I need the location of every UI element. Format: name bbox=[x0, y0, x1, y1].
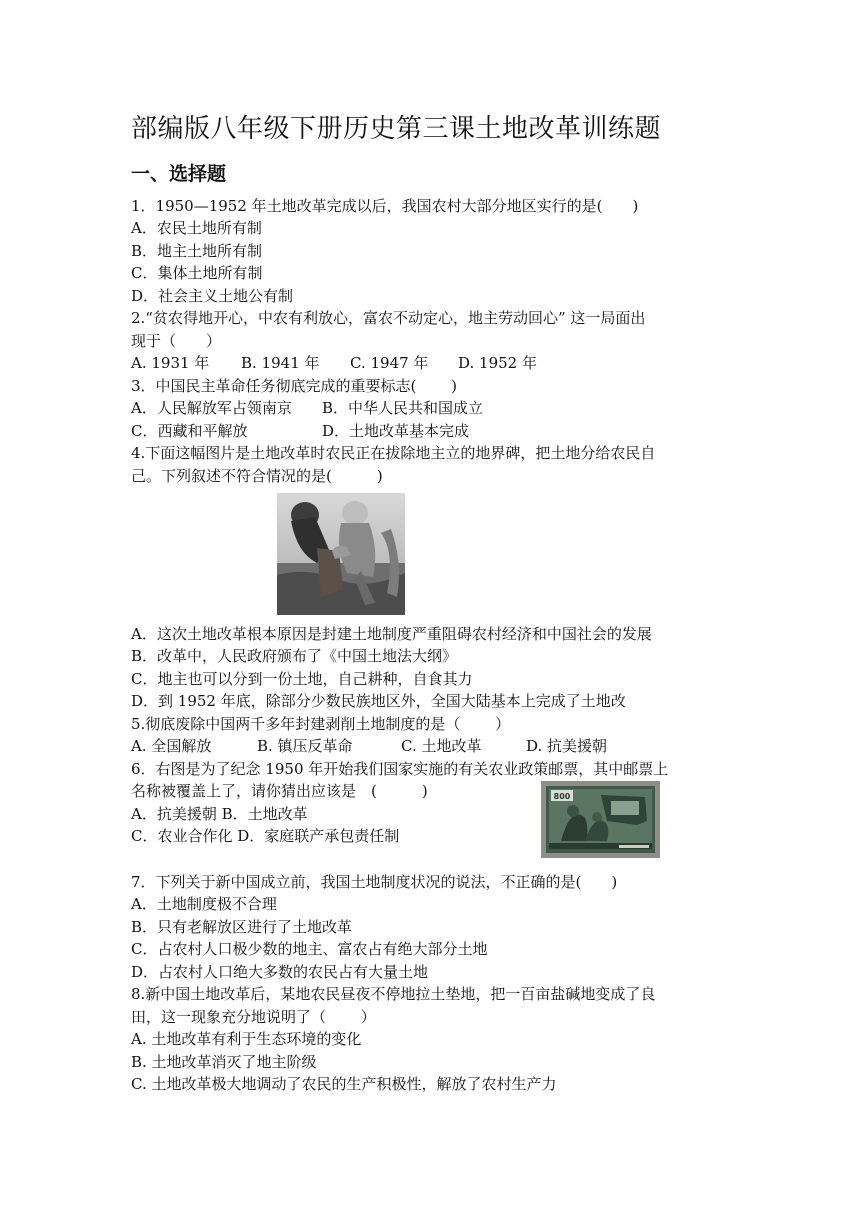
question-5-option-d: D. 抗美援朝 bbox=[526, 737, 608, 755]
question-5-option-c: C. 土地改革 bbox=[401, 737, 482, 755]
question-6-options-ab: A．抗美援朝 B．土地改革 bbox=[131, 805, 308, 823]
question-7-option-b: B．只有老解放区进行了土地改革 bbox=[131, 918, 353, 936]
question-1-option-c: C．集体土地所有制 bbox=[131, 264, 263, 282]
question-8-option-b: B. 土地改革消灭了地主阶级 bbox=[131, 1053, 317, 1071]
question-3-option-c: C．西藏和平解放 bbox=[131, 422, 248, 440]
question-2-option-a: A. 1931 年 bbox=[131, 354, 210, 372]
question-4-option-c: C．地主也可以分到一份土地，自己耕种，自食其力 bbox=[131, 670, 473, 688]
question-5-options bbox=[131, 735, 608, 757]
question-2-options bbox=[131, 352, 537, 374]
question-6-stem-line-1: 6．右图是为了纪念 1950 年开始我们国家实施的有关农业政策邮票，其中邮票上 bbox=[131, 760, 669, 778]
question-4-option-a: A．这次土地改革根本原因是封建土地制度严重阻碍农村经济和中国社会的发展 bbox=[131, 625, 652, 643]
commemorative-stamp-image bbox=[541, 781, 660, 858]
question-6-stem-line-2: 名称被覆盖上了，请你猜出应该是 ( ) bbox=[131, 782, 428, 800]
question-3-option-b: B．中华人民共和国成立 bbox=[322, 399, 484, 417]
question-1-stem: 1．1950—1952 年土地改革完成以后，我国农村大部分地区实行的是( ) bbox=[131, 197, 639, 215]
stamp-value-label: 800 bbox=[553, 792, 571, 801]
question-7-option-c: C．占农村人口极少数的地主、富农占有绝大部分土地 bbox=[131, 940, 488, 958]
question-2-option-b: B. 1941 年 bbox=[241, 354, 320, 372]
question-4-stem-line-2: 己。下列叙述不符合情况的是( ) bbox=[131, 467, 383, 485]
question-3-option-d: D．土地改革基本完成 bbox=[322, 422, 470, 440]
question-2-stem-line-1: 2.“贫农得地开心，中农有利放心，富农不动定心，地主劳动回心” 这一局面出 bbox=[131, 309, 646, 327]
question-4-stem-line-1: 4.下面这幅图片是土地改革时农民正在拔除地主立的地界碑，把土地分给农民自 bbox=[131, 444, 656, 462]
question-8-stem-line-1: 8.新中国土地改革后，某地农民昼夜不停地拉土垫地，把一百亩盐碱地变成了良 bbox=[131, 985, 656, 1003]
question-6-options-cd: C．农业合作化 D．家庭联产承包责任制 bbox=[131, 827, 400, 845]
page-title: 部编版八年级下册历史第三课土地改革训练题 bbox=[131, 114, 662, 144]
question-8-option-a: A. 土地改革有利于生态环境的变化 bbox=[131, 1030, 362, 1048]
question-7-option-d: D．占农村人口绝大多数的农民占有大量土地 bbox=[131, 963, 429, 981]
section-heading: 一、选择题 bbox=[131, 163, 227, 185]
question-4-option-d: D．到 1952 年底，除部分少数民族地区外，全国大陆基本上完成了土地改 bbox=[131, 692, 626, 710]
question-2-option-d: D. 1952 年 bbox=[458, 354, 537, 372]
question-3-option-a: A．人民解放军占领南京 bbox=[131, 399, 292, 417]
question-7-stem: 7．下列关于新中国成立前，我国土地制度状况的说法，不正确的是( ) bbox=[131, 873, 618, 891]
question-8-stem-line-2: 田，这一现象充分地说明了（ ） bbox=[131, 1008, 376, 1026]
question-4-option-b: B．改革中，人民政府颁布了《中国土地法大纲》 bbox=[131, 647, 458, 665]
question-1-option-b: B．地主土地所有制 bbox=[131, 242, 263, 260]
question-5-option-a: A. 全国解放 bbox=[131, 737, 212, 755]
question-2-stem-line-2: 现于（ ） bbox=[131, 332, 222, 350]
question-1-option-d: D．社会主义土地公有制 bbox=[131, 287, 294, 305]
question-1-option-a: A．农民土地所有制 bbox=[131, 219, 262, 237]
question-5-option-b: B. 镇压反革命 bbox=[257, 737, 353, 755]
question-2-option-c: C. 1947 年 bbox=[350, 354, 429, 372]
question-5-stem: 5.彻底废除中国两千多年封建剥削土地制度的是（ ） bbox=[131, 715, 511, 733]
question-8-option-c: C. 土地改革极大地调动了农民的生产积极性，解放了农村生产力 bbox=[131, 1075, 557, 1093]
question-7-option-a: A．土地制度极不合理 bbox=[131, 895, 277, 913]
farmers-removing-boundary-stone-photo bbox=[277, 493, 405, 615]
question-3-stem: 3．中国民主革命任务彻底完成的重要标志( ) bbox=[131, 377, 458, 395]
